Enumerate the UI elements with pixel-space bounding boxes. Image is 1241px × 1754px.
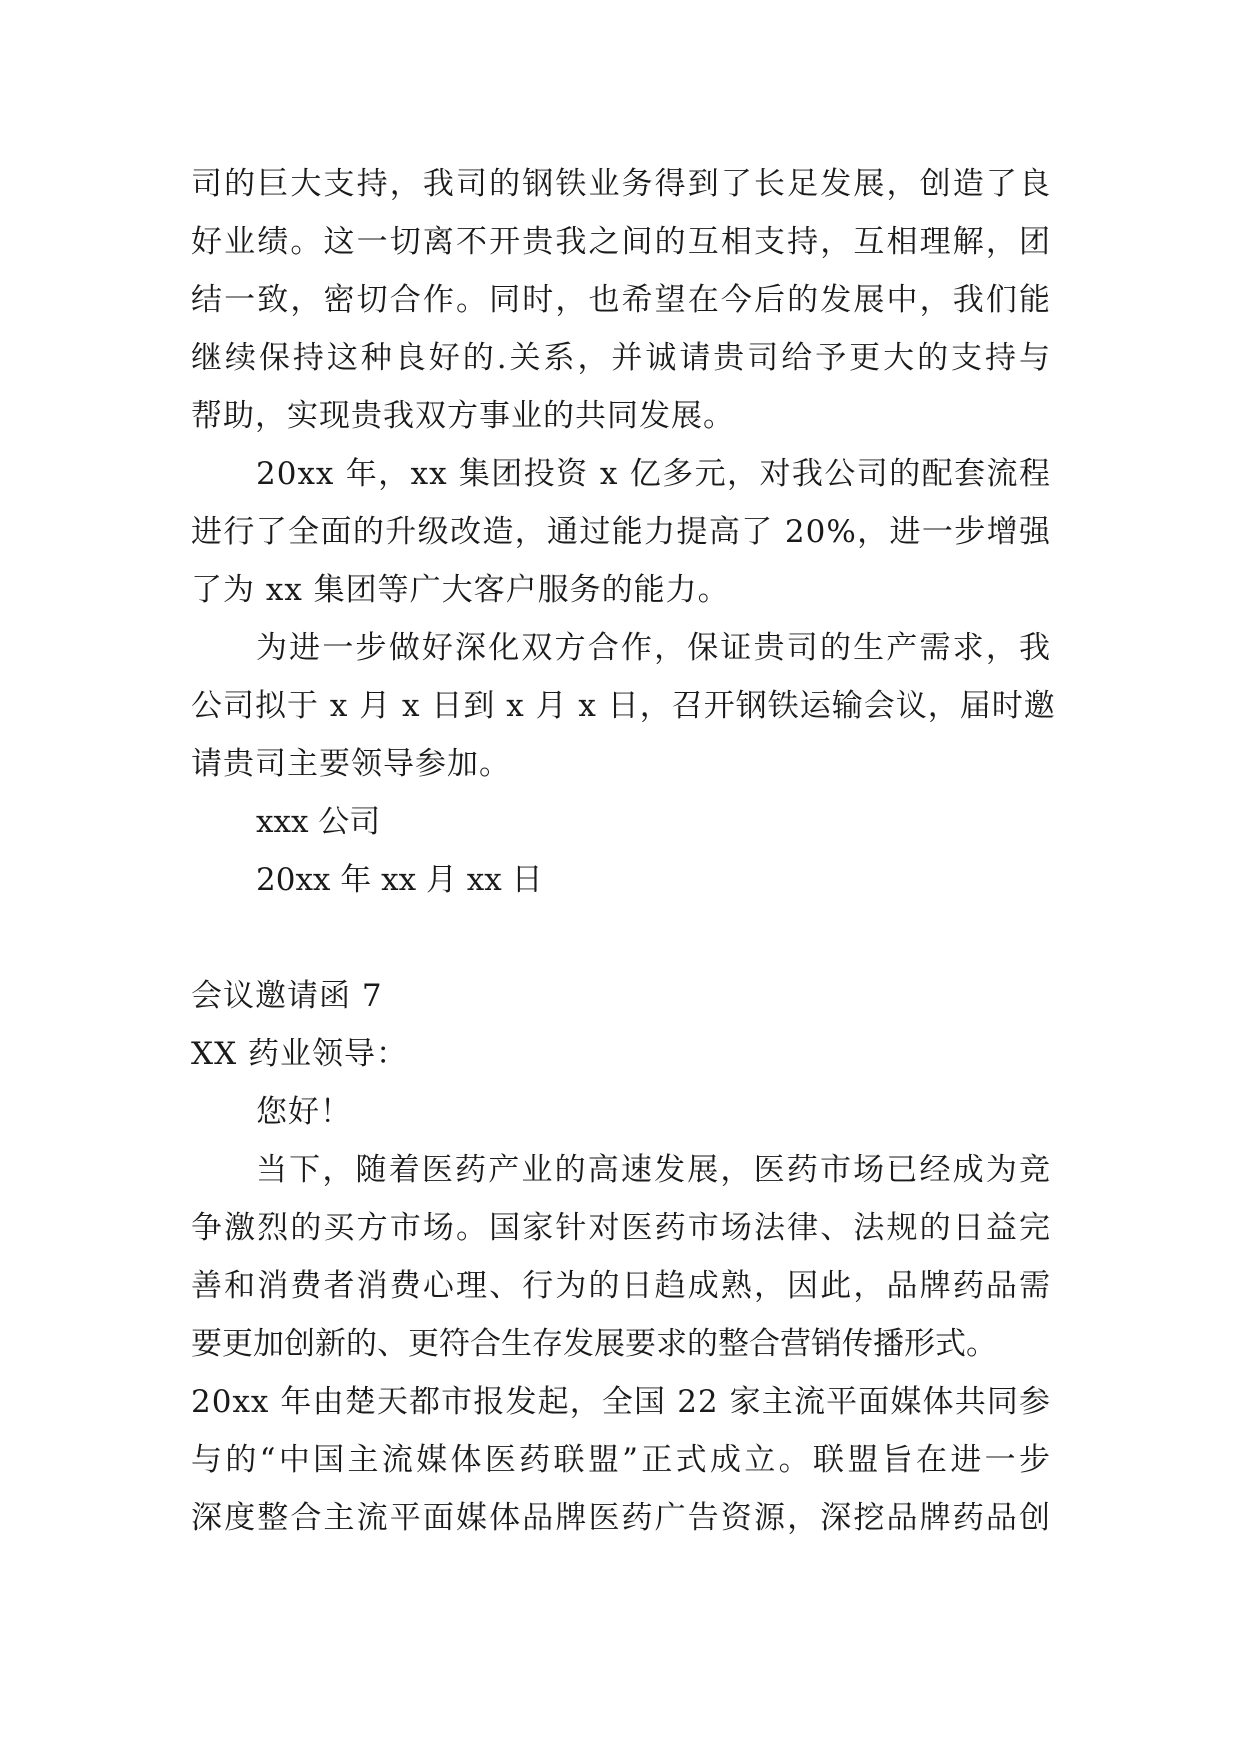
paragraph-line: 继续保持这种良好的.关系，并诚请贵司给予更大的支持与: [191, 340, 1051, 376]
paragraph-line: 请贵司主要领导参加。: [191, 746, 511, 782]
signature-company: xxx 公司: [256, 804, 381, 840]
paragraph-line: 当下，随着医药产业的高速发展，医药市场已经成为竞: [256, 1152, 1051, 1188]
paragraph-line: 与的“中国主流媒体医药联盟”正式成立。联盟旨在进一步: [191, 1442, 1051, 1478]
paragraph-line: 司的巨大支持，我司的钢铁业务得到了长足发展，创造了良: [191, 166, 1051, 202]
paragraph-line: 公司拟于 x 月 x 日到 x 月 x 日，召开钢铁运输会议，届时邀: [191, 688, 1056, 724]
paragraph-line: 20xx 年，xx 集团投资 x 亿多元，对我公司的配套流程: [256, 456, 1051, 492]
paragraph-line: 20xx 年由楚天都市报发起，全国 22 家主流平面媒体共同参: [191, 1384, 1051, 1420]
signature-date: 20xx 年 xx 月 xx 日: [256, 862, 543, 898]
paragraph-line: 进行了全面的升级改造，通过能力提高了 20%，进一步增强: [191, 514, 1051, 550]
paragraph-line: 争激烈的买方市场。国家针对医药市场法律、法规的日益完: [191, 1210, 1051, 1246]
salutation: XX 药业领导：: [191, 1036, 408, 1072]
paragraph-line: 结一致，密切合作。同时，也希望在今后的发展中，我们能: [191, 282, 1051, 318]
paragraph-line: 了为 xx 集团等广大客户服务的能力。: [191, 572, 730, 608]
paragraph-line: 帮助，实现贵我双方事业的共同发展。: [191, 398, 735, 434]
paragraph-line: 要更加创新的、更符合生存发展要求的整合营销传播形式。: [191, 1326, 997, 1362]
section-heading: 会议邀请函 7: [191, 978, 383, 1014]
greeting: 您好！: [256, 1094, 352, 1130]
paragraph-line: 为进一步做好深化双方合作，保证贵司的生产需求，我: [256, 630, 1051, 666]
paragraph-line: 深度整合主流平面媒体品牌医药广告资源，深挖品牌药品创: [191, 1500, 1051, 1536]
paragraph-line: 好业绩。这一切离不开贵我之间的互相支持，互相理解，团: [191, 224, 1051, 260]
paragraph-line: 善和消费者消费心理、行为的日趋成熟，因此，品牌药品需: [191, 1268, 1051, 1304]
